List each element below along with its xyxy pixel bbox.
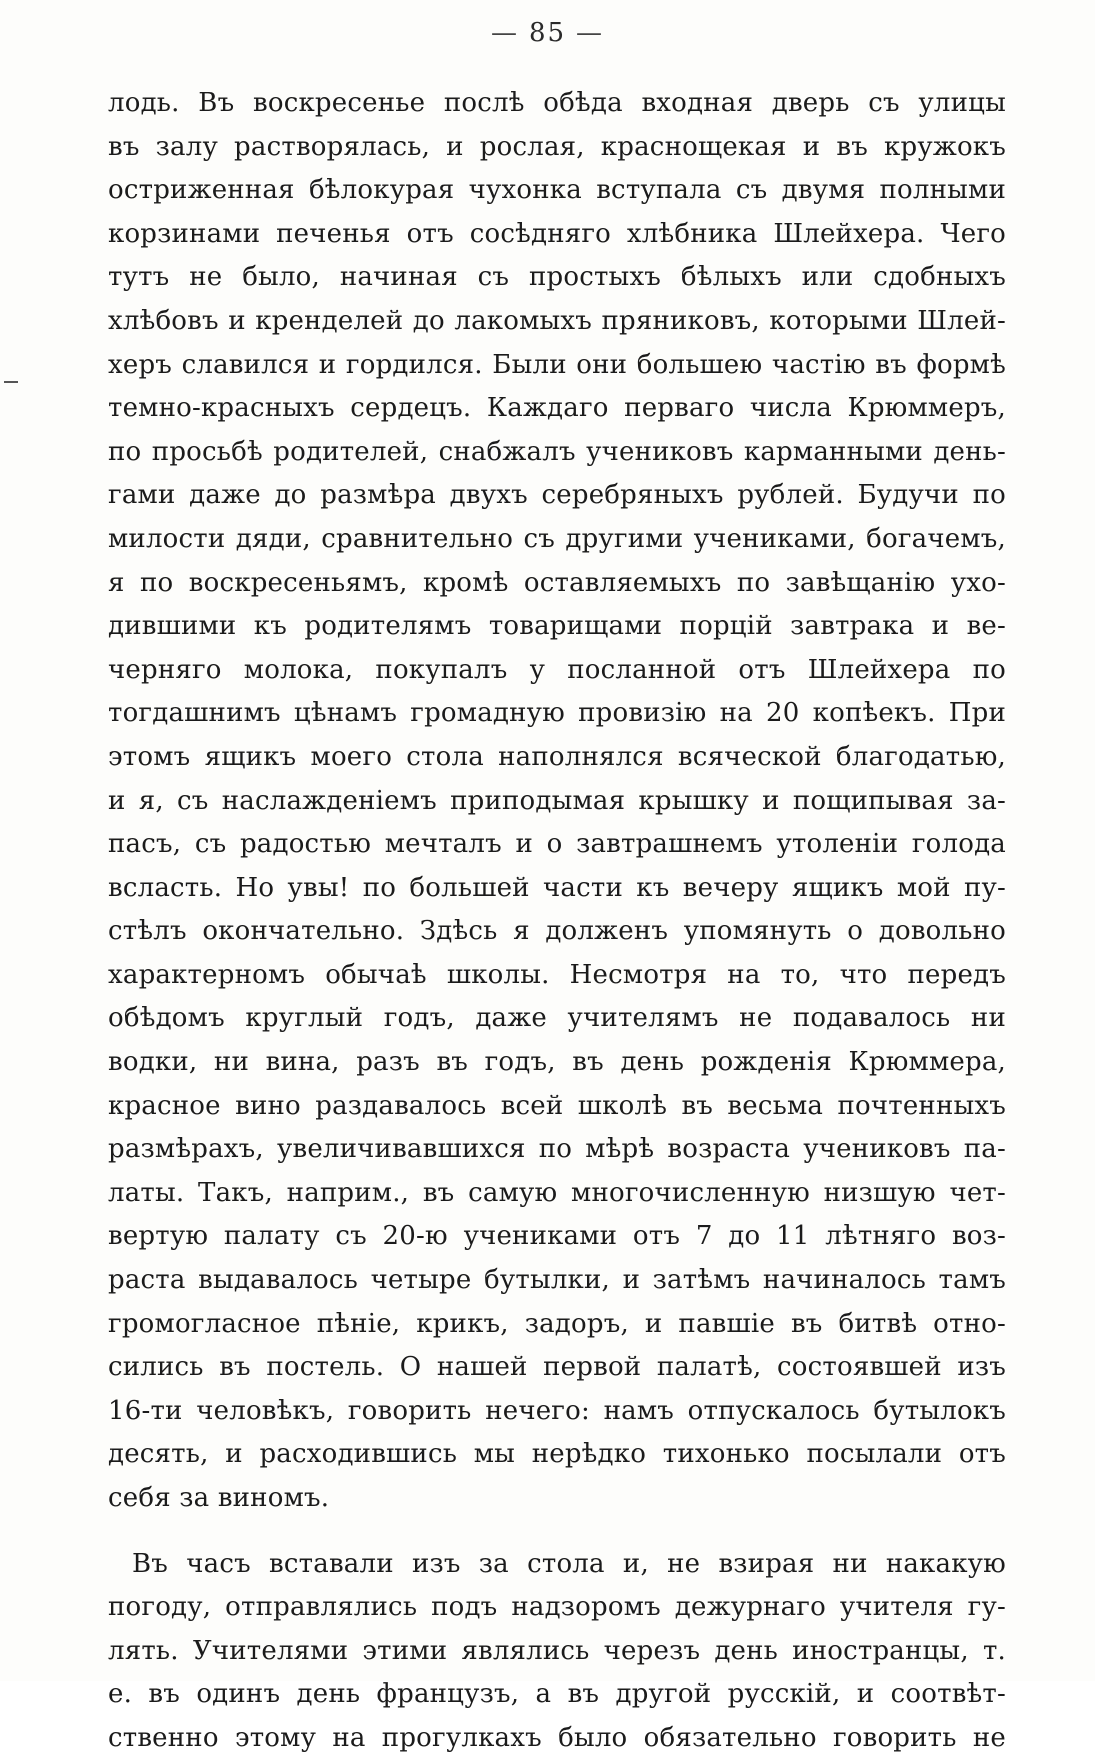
header-dash-right: — bbox=[576, 18, 605, 48]
text-line: пасъ, съ радостью мечталъ и о завтрашнемъ утоленіи голода bbox=[108, 829, 1006, 860]
text-line: корзинами печенья отъ сосѣдняго хлѣбника Шлейхера. Чего bbox=[108, 218, 1006, 249]
text-line: латы. Такъ, наприм., въ самую многочисленную низшую чет- bbox=[108, 1177, 1006, 1208]
text-line: громогласное пѣніе, крикъ, задоръ, и павшіе въ битвѣ отно- bbox=[108, 1308, 1006, 1339]
text-line: хлѣбовъ и кренделей до лакомыхъ пряниковъ, которыми Шлей- bbox=[108, 305, 1006, 336]
text-line: характерномъ обычаѣ школы. Несмотря на то, что передъ bbox=[108, 959, 1006, 990]
text-line: себя за виномъ. bbox=[108, 1483, 330, 1513]
text-line: тутъ не было, начиная съ простыхъ бѣлыхъ или сдобныхъ bbox=[108, 262, 1006, 293]
text-line: темно-красныхъ сердецъ. Каждаго перваго числа Крюммеръ, bbox=[108, 393, 1006, 424]
text-line: десять, и расходившись мы нерѣдко тихонько посылали отъ bbox=[108, 1439, 1006, 1470]
text-line: въ залу растворялась, и рослая, краснощекая и въ кружокъ bbox=[108, 131, 1006, 162]
text-line: всласть. Но увы! по большей части къ вечеру ящикъ мой пу- bbox=[108, 872, 1006, 903]
text-line: лять. Учителями этими являлись черезъ день иностранцы, т. bbox=[108, 1635, 1006, 1666]
paragraph-gap bbox=[108, 1521, 1006, 1543]
body-text bbox=[108, 82, 1006, 1761]
text-line: размѣрахъ, увеличивавшихся по мѣрѣ возраста учениковъ па- bbox=[108, 1134, 1006, 1165]
text-line: милости дяди, сравнительно съ другими учениками, богачемъ, bbox=[108, 523, 1006, 554]
header-dash-left: — bbox=[490, 18, 519, 48]
text-line: я по воскресеньямъ, кромѣ оставляемыхъ по завѣщанію ухо- bbox=[108, 567, 1006, 598]
text-line: и я, съ наслажденіемъ приподымая крышку и пощипывая за- bbox=[108, 785, 1006, 816]
text-line: ственно этому на прогулкахъ было обязательно говорить не bbox=[108, 1722, 1006, 1753]
text-line: обѣдомъ круглый годъ, даже учителямъ не подавалось ни bbox=[108, 1003, 1006, 1034]
text-line: водки, ни вина, разъ въ годъ, въ день рожденія Крюммера, bbox=[108, 1047, 1006, 1078]
text-line: Въ часъ вставали изъ за стола и, не взирая ни накакую bbox=[132, 1548, 1006, 1579]
text-line: погоду, отправлялись подъ надзоромъ дежурнаго учителя гу- bbox=[108, 1592, 1006, 1623]
paragraph-1 bbox=[108, 82, 1006, 1521]
text-line: раста выдавалось четыре бутылки, и затѣмъ начиналось тамъ bbox=[108, 1265, 1006, 1296]
text-line: вертую палату съ 20-ю учениками отъ 7 до 11 лѣтняго воз- bbox=[108, 1221, 1006, 1252]
text-line: херъ славился и гордился. Были они большею частію въ формѣ bbox=[108, 349, 1006, 380]
text-line: красное вино раздавалось всей школѣ въ весьма почтенныхъ bbox=[108, 1090, 1006, 1121]
margin-mark bbox=[4, 381, 18, 383]
page-number-header bbox=[0, 18, 1095, 48]
text-line: гами даже до размѣра двухъ серебряныхъ рублей. Будучи по bbox=[108, 480, 1006, 511]
text-line: остриженная бѣлокурая чухонка вступала съ двумя полными bbox=[108, 175, 1006, 206]
text-line: е. въ одинъ день французъ, а въ другой русскій, и соотвѣт- bbox=[108, 1679, 1006, 1710]
text-line: по просьбѣ родителей, снабжалъ учениковъ карманными день- bbox=[108, 436, 1006, 467]
paragraph-2 bbox=[108, 1543, 1006, 1761]
text-line: черняго молока, покупалъ у посланной отъ Шлейхера по bbox=[108, 654, 1006, 685]
text-line: этомъ ящикъ моего стола наполнялся всяческой благодатью, bbox=[108, 741, 1006, 772]
page-number: 85 bbox=[528, 18, 567, 48]
text-line: 16-ти человѣкъ, говорить нечего: намъ отпускалось бутылокъ bbox=[108, 1395, 1006, 1426]
text-line: сились въ постель. О нашей первой палатѣ, состоявшей изъ bbox=[108, 1352, 1006, 1383]
text-line: тогдашнимъ цѣнамъ громадную провизію на 20 копѣекъ. При bbox=[108, 698, 1006, 729]
text-line: дившими къ родителямъ товарищами порцій завтрака и ве- bbox=[108, 611, 1006, 642]
text-line: стѣлъ окончательно. Здѣсь я долженъ упомянуть о довольно bbox=[108, 916, 1006, 947]
text-line: лодь. Въ воскресенье послѣ обѣда входная дверь съ улицы bbox=[108, 88, 1006, 118]
